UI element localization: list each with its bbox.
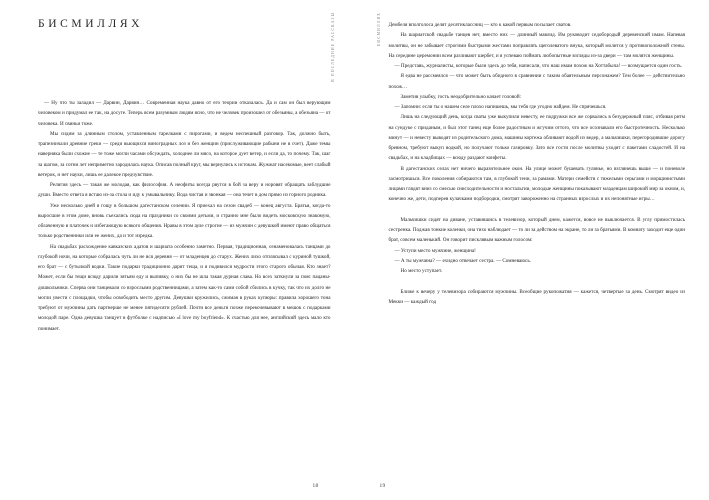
running-head-right: БИСМИЛЛЯХ <box>376 12 381 46</box>
paragraph: На шариатской свадьбе танцев нет, вместо них — длинный мавлид. Им руководит седобородый деревенский имам. Напевая молитвы, он не забывает строгими быстрыми жестами поправлять щеголеватого внука, который молится у противоположной стены. На середине церемонии всем разливают шербет, и я успеваю поймать любопытные взгляды из-за двери — там молятся женщины. <box>388 32 685 59</box>
paragraph: Лишь на следующий день, когда сваты уже выкупили невесту, ее подружки все же сорвались в безудержный пляс, отбивая ритм на сундуке с приданым, и был этот танец еще более радостным и жгучим оттого, что все осознавали его быстротечность. Несколько минут — и невесту выводят из родительского дома, машины кортежа обливают водой из ведер, а мальчишки, перегородившие дорогу бревном, требуют выкуп водкой, но получают только газировку. Зато все гости после молитвы уходят с пакетами сладостей. И на свадьбах, и на кладбищах — всюду раздают конфеты. <box>388 114 685 162</box>
chapter-title: БИСМИЛЛЯХ <box>38 18 144 30</box>
paragraph: Я едва не рассмеялся — что может быть обидного в сравнении с таким обаятельным персонажем? Тем более — действительно похож… <box>388 73 685 90</box>
running-head-left: В ПОСЛЕДНИЕ РАССКАЗЫ <box>330 12 335 82</box>
paragraph: Мы сидим за длинным столом, уставленным тарелками с пирогами, и ведем неспешный разговор. Так, должно быть, трапезничали древние греки — среди вьющихся виноградных лоз и без женщин (прислуживающие рабыни не в счет). Даже темы наверняка были схожие — те тоже могли часами обсуждать, холоднее ли мясо, на которое дует ветер, и если да, то почему. Так, шаг за шагом, за сотни лет неприметно зародилась наука. Описав полный круг, мы вернулись к истокам. Жужжат насекомые, веет слабый ветерок, и нет науки, лишь ее далекое предчувствие. <box>38 130 331 178</box>
paragraph: Религия здесь — такая же молодая, как философия. А неофиты всегда рвутся в бой за веру и норовят обращать заблудшие души. Вместо ответа я встаю из-за стола и иду к умывальнику. Вода чистая и звонкая — она течет в дом прямо из горного родника. <box>38 182 331 199</box>
paragraph: Уже несколько дней я гощу в большом дагестанском селении. Я приехал на сезон свадеб — конец августа. Братья, когда-то выросшие в этом доме, вновь съехались сюда на праздники со своими детьми, и странно мне было видеть московскую знакомую, облаченную в платочек и избегающую всякого общения. Нравы в этом ауле строгие — из мужчин с девушкой имеют право общаться только родственники или ее жених, да и тот изредка. <box>38 202 331 240</box>
paragraph: — Представь, журналисты, которые были здесь до тебя, написали, что наш имам похож на Хоттабыча! — возмущается один гость. <box>394 63 683 69</box>
paragraph: На свадьбах расхождение кавказских адатов и шариата особенно заметно. Первая, традиционная, ознаменовалась танцами до глубокой ночи, на которые собралась чуть ли не вся деревня — от младенцев до старух. Жених лихо отплясывал с куриной тушкой, его брат — с бутылкой водки. Такие подарки традиционно дарит теща, и я подивился мудрости этого старого обычая. Кто знает? Может, если бы тещи всюду дарили зятьям еду и выпивку, о них бы не шла такая дурная слава. Но всех заткнули за пояс пацаны-дошкольники. Сперва они танцевали со взрослыми родственницами, а затем как-то сами собой сбились в кучку, так что их долго не могли увести с площадки, чтобы освободить место другим. Девушки кружились, сжимая в руках купюры: правила хорошего тона требуют от мужчины дать партнерше не менее пятидесяти рублей. Почти все деньги позже перекочевывают в мешок с подарками молодой паре. Одна девушка танцует в футболке с надписью «I love my boyfriend». К счастью для нее, английский здесь мало кто понимает. <box>38 243 331 332</box>
body-text-right <box>389 20 686 307</box>
paragraph: Дембеля вполголоса делят десятиклассниц — кто к какой первым посылает сватов. <box>388 22 572 28</box>
body-text-left <box>38 98 331 334</box>
page-right <box>355 0 709 500</box>
paragraph: Заметив улыбку, гость неодобрительно качает головой: <box>400 93 522 100</box>
page-number-right: 19 <box>379 483 386 489</box>
paragraph: Ближе к вечеру у телевизора собираются мужчины. Всеобщие рукопожатия — кажется, четвертые за день. Смотрят видео из Мекки — каждый год <box>388 288 685 305</box>
paragraph: В дагестанских селах нет ничего выразительнее окон. На улице может бушевать гулянье, но взглянешь выше — и поневоле засмотришься. Все поколения собираются там, в глубокой тени, за рамами. Матери семейств с тяжелыми серьгами и морщинистыми лицами глядят вниз со смесью снисходительности и ностальгии, молодые женщины показывают младенцам широкий мир за окном, и, конечно же, дети, подперев кулачками подбородки, смотрят завороженно на странных взрослых и их непонятные игры… <box>388 165 685 203</box>
paragraph: — А ты мужчина? — ехидно отвечает сестра. — Сомневаюсь. <box>394 257 531 264</box>
paragraph: — Запомни: если ты о нашем селе плохо напишешь, мы тебя где угодно найдем. Не спрячешься. <box>394 104 607 110</box>
paragraph: — Уступи место мужчине, женщина! <box>394 247 476 254</box>
paragraph: Мальчишки сидят на диване, уставившись в телевизор, который днем, кажется, вовсе не выключается. В углу примостилась сестренка. Поджав тонкие коленки, она тихо наблюдает — то ли за действом на экране, то ли за братьями. В комнату заходит еще один брат, совсем маленький. Он говорит писклявым важным голосом: <box>388 216 685 244</box>
paragraph: Но место уступает. <box>400 268 443 274</box>
paragraph: — Ну что ты заладил — Дарвин, Дарвин… Современная наука давно от его теории отказалась. Да и сам он был верующим человеком и придумал ее так, на досуге. Теперь всем разумным людям ясно, что не человек произошел от обезьяны, а обезьяна — от человека. И свиньи тоже. <box>38 100 331 127</box>
page-number-left: 18 <box>312 483 319 489</box>
